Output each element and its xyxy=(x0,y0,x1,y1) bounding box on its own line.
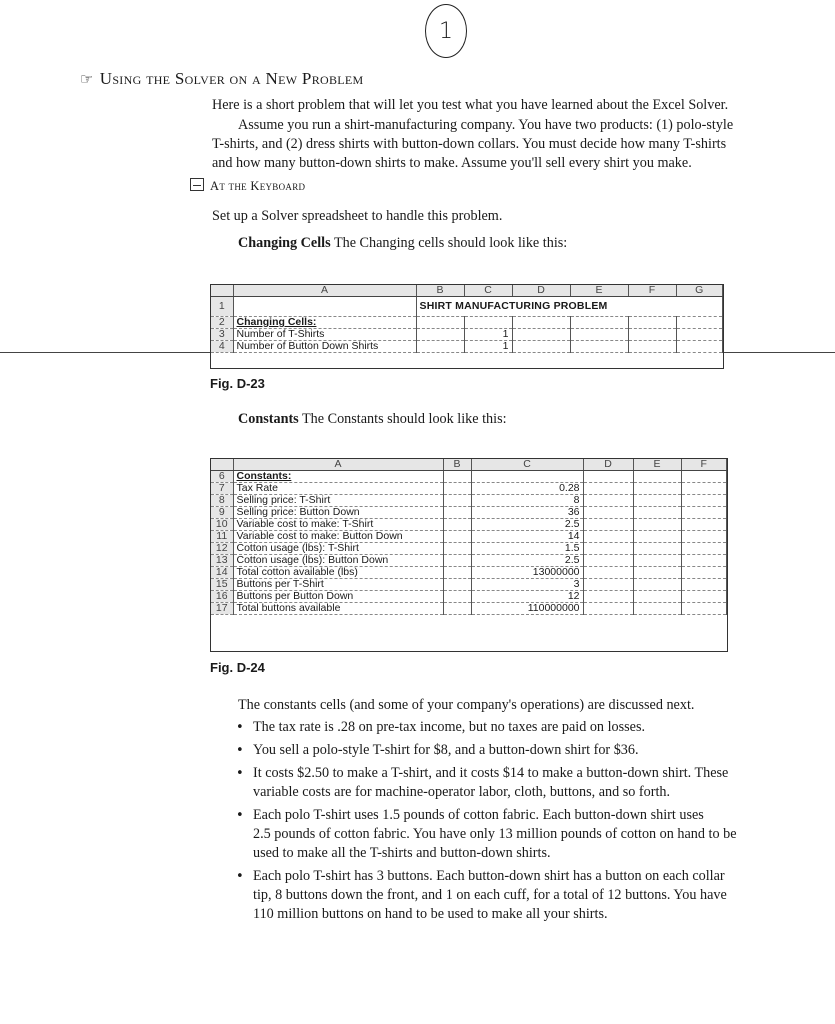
intro-line-2: Assume you run a shirt-manufacturing company. You have two products: (1) polo-style xyxy=(238,117,734,133)
cell xyxy=(416,341,464,353)
cell xyxy=(633,579,681,591)
cell xyxy=(681,483,727,495)
cell xyxy=(443,579,471,591)
cell xyxy=(416,317,464,329)
row-label: Variable cost to make: Button Down xyxy=(233,531,443,543)
row-label: Cotton usage (lbs): T-Shirt xyxy=(233,543,443,555)
keyboard-heading xyxy=(190,178,305,194)
row-label: Selling price: Button Down xyxy=(233,507,443,519)
row-number: 4 xyxy=(211,341,233,353)
bullet-line: • Each polo T-shirt uses 1.5 pounds of cotton fabric. Each button-down shirt uses xyxy=(253,807,704,823)
bullet-list xyxy=(236,718,796,928)
bullet-line: used to make all the T-shirts and button-down shirts. xyxy=(253,845,551,861)
cell xyxy=(416,329,464,341)
cell xyxy=(681,567,727,579)
row-value xyxy=(471,471,583,483)
row-number: 16 xyxy=(211,591,233,603)
row-value: 8 xyxy=(471,495,583,507)
keyboard-icon xyxy=(190,178,204,191)
row-value: 110000000 xyxy=(471,603,583,615)
cell xyxy=(570,329,628,341)
row-value: 2.5 xyxy=(471,519,583,531)
cell xyxy=(233,297,416,317)
cell xyxy=(583,603,633,615)
list-item xyxy=(236,806,796,863)
cell xyxy=(681,471,727,483)
table-row xyxy=(211,341,723,353)
bullet-line: variable costs are for machine-operator labor, cloth, buttons, and so forth. xyxy=(253,784,671,800)
changing-cells-text: The Changing cells should look like this: xyxy=(333,235,568,251)
row-label: Total cotton available (lbs) xyxy=(233,567,443,579)
fig-d24-spreadsheet xyxy=(210,458,728,652)
table-row xyxy=(211,531,727,543)
cell xyxy=(583,555,633,567)
cell xyxy=(681,495,727,507)
cell xyxy=(676,317,723,329)
table-row xyxy=(211,519,727,531)
row-label: Number of T-Shirts xyxy=(233,329,416,341)
cell xyxy=(633,519,681,531)
sheet-banner-title: SHIRT MANUFACTURING PROBLEM xyxy=(416,297,723,317)
list-item xyxy=(236,718,796,737)
row-number: 13 xyxy=(211,555,233,567)
table-row xyxy=(211,543,727,555)
cell xyxy=(633,507,681,519)
cell xyxy=(681,519,727,531)
row-value: 13000000 xyxy=(471,567,583,579)
cell xyxy=(676,329,723,341)
row-number: 7 xyxy=(211,483,233,495)
column-header: D xyxy=(583,459,633,471)
row-value: 2.5 xyxy=(471,555,583,567)
corner-cell xyxy=(211,459,233,471)
intro-line-3: T-shirts, and (2) dress shirts with button-down collars. You must decide how many T-shirts xyxy=(212,136,727,152)
cell xyxy=(633,471,681,483)
cell xyxy=(583,567,633,579)
fig-d23-spreadsheet xyxy=(210,284,724,369)
constants-paragraph xyxy=(238,410,507,430)
row-number: 14 xyxy=(211,567,233,579)
row-label: Tax Rate xyxy=(233,483,443,495)
row-label: Buttons per Button Down xyxy=(233,591,443,603)
bullet-line: • It costs $2.50 to make a T-shirt, and it costs $14 to make a button-down shirt. These xyxy=(253,765,729,781)
pointing-hand-icon: ☞ xyxy=(80,70,94,88)
column-header: E xyxy=(633,459,681,471)
cell xyxy=(443,495,471,507)
cell xyxy=(583,591,633,603)
cell xyxy=(681,507,727,519)
row-value: 0.28 xyxy=(471,483,583,495)
cell xyxy=(443,543,471,555)
cell xyxy=(681,555,727,567)
row-number: 2 xyxy=(211,317,233,329)
cell xyxy=(583,543,633,555)
cell xyxy=(633,531,681,543)
row-number: 10 xyxy=(211,519,233,531)
cell xyxy=(583,507,633,519)
cell xyxy=(443,591,471,603)
cell xyxy=(633,591,681,603)
fig-d24-grid xyxy=(211,459,727,615)
column-header: C xyxy=(471,459,583,471)
discussion-text: The constants cells (and some of your company's operations) are discussed next. xyxy=(238,697,695,713)
cell xyxy=(443,555,471,567)
cell xyxy=(583,495,633,507)
column-header-row xyxy=(211,285,723,297)
fig-d23-caption: Fig. D-23 xyxy=(210,376,265,391)
changing-cells-paragraph xyxy=(238,234,567,254)
row-number: 9 xyxy=(211,507,233,519)
cell xyxy=(443,471,471,483)
cell xyxy=(633,603,681,615)
row-label: Buttons per T-Shirt xyxy=(233,579,443,591)
row-number: 8 xyxy=(211,495,233,507)
cell xyxy=(681,603,727,615)
table-row xyxy=(211,603,727,615)
cell xyxy=(443,603,471,615)
cell xyxy=(443,507,471,519)
row-value: 1.5 xyxy=(471,543,583,555)
table-row xyxy=(211,495,727,507)
row-value: 3 xyxy=(471,579,583,591)
table-row xyxy=(211,507,727,519)
row-number: 11 xyxy=(211,531,233,543)
table-row xyxy=(211,317,723,329)
cell xyxy=(512,341,570,353)
list-item xyxy=(236,741,796,760)
row-label: Selling price: T-Shirt xyxy=(233,495,443,507)
cell xyxy=(570,317,628,329)
column-header: F xyxy=(628,285,676,297)
row-label: Total buttons available xyxy=(233,603,443,615)
cell xyxy=(512,317,570,329)
row-value: 1 xyxy=(464,341,512,353)
row-number: 3 xyxy=(211,329,233,341)
page-number: 1 xyxy=(425,4,467,58)
column-header: A xyxy=(233,285,416,297)
table-row xyxy=(211,329,723,341)
column-header: A xyxy=(233,459,443,471)
cell xyxy=(633,543,681,555)
cell xyxy=(681,531,727,543)
row-label: Number of Button Down Shirts xyxy=(233,341,416,353)
column-header-row xyxy=(211,459,727,471)
fig-d23-grid xyxy=(211,285,723,353)
cell xyxy=(583,471,633,483)
column-header: C xyxy=(464,285,512,297)
section-title-text: Using the Solver on a New Problem xyxy=(99,69,364,88)
cell xyxy=(512,329,570,341)
cell xyxy=(570,341,628,353)
row-number: 15 xyxy=(211,579,233,591)
column-header: D xyxy=(512,285,570,297)
constants-text: The Constants should look like this: xyxy=(302,411,507,427)
bullet-line: • The tax rate is .28 on pre-tax income, but no taxes are paid on losses. xyxy=(253,719,646,735)
cell xyxy=(633,555,681,567)
constants-subhead: Constants xyxy=(238,411,299,427)
cell xyxy=(633,483,681,495)
column-header: E xyxy=(570,285,628,297)
cell xyxy=(628,317,676,329)
corner-cell xyxy=(211,285,233,297)
table-row xyxy=(211,579,727,591)
row-label: Cotton usage (lbs): Button Down xyxy=(233,555,443,567)
column-header: F xyxy=(681,459,727,471)
cell xyxy=(443,531,471,543)
section-title xyxy=(80,69,364,89)
bullet-line: 2.5 pounds of cotton fabric. You have only 13 million pounds of cotton on hand to be xyxy=(253,826,737,842)
table-row xyxy=(211,555,727,567)
column-header: B xyxy=(443,459,471,471)
cell xyxy=(681,591,727,603)
list-item xyxy=(236,867,796,924)
table-row xyxy=(211,483,727,495)
cell xyxy=(464,317,512,329)
keyboard-heading-text: At the Keyboard xyxy=(210,179,306,193)
table-row xyxy=(211,591,727,603)
cell xyxy=(628,341,676,353)
cell xyxy=(583,483,633,495)
cell xyxy=(633,495,681,507)
cell xyxy=(633,567,681,579)
column-header: B xyxy=(416,285,464,297)
fig-d24-body xyxy=(211,471,727,615)
cell xyxy=(583,531,633,543)
list-item xyxy=(236,764,796,802)
row-number: 1 xyxy=(211,297,233,317)
row-number: 6 xyxy=(211,471,233,483)
bullet-line: • Each polo T-shirt has 3 buttons. Each button-down shirt has a button on each collar xyxy=(253,868,725,884)
row-number: 17 xyxy=(211,603,233,615)
cell xyxy=(583,519,633,531)
row-label: Changing Cells: xyxy=(233,317,416,329)
keyboard-instruction: Set up a Solver spreadsheet to handle this problem. xyxy=(212,208,503,224)
cell xyxy=(583,579,633,591)
cell xyxy=(681,579,727,591)
cell xyxy=(628,329,676,341)
table-row xyxy=(211,471,727,483)
changing-cells-subhead: Changing Cells xyxy=(238,235,331,251)
intro-line-4: and how many button-down shirts to make. Assume you'll sell every shirt you make. xyxy=(212,155,692,171)
row-value: 1 xyxy=(464,329,512,341)
cell xyxy=(443,567,471,579)
bullet-line: • You sell a polo-style T-shirt for $8, and a button-down shirt for $36. xyxy=(253,742,639,758)
column-header: G xyxy=(676,285,723,297)
intro-line-1: Here is a short problem that will let you test what you have learned about the Excel Solver. xyxy=(212,97,729,113)
row-value: 12 xyxy=(471,591,583,603)
table-row xyxy=(211,567,727,579)
fig-d24-caption: Fig. D-24 xyxy=(210,660,265,675)
cell xyxy=(676,341,723,353)
bullet-line: 110 million buttons on hand to be used to make all your shirts. xyxy=(253,906,608,922)
cell xyxy=(443,519,471,531)
row-value: 36 xyxy=(471,507,583,519)
cell xyxy=(681,543,727,555)
row-label: Constants: xyxy=(233,471,443,483)
bullet-line: tip, 8 buttons down the front, and 1 on each cuff, for a total of 12 buttons. You have xyxy=(253,887,727,903)
cell xyxy=(443,483,471,495)
row-value: 14 xyxy=(471,531,583,543)
row-number: 12 xyxy=(211,543,233,555)
row-label: Variable cost to make: T-Shirt xyxy=(233,519,443,531)
table-row xyxy=(211,297,723,317)
